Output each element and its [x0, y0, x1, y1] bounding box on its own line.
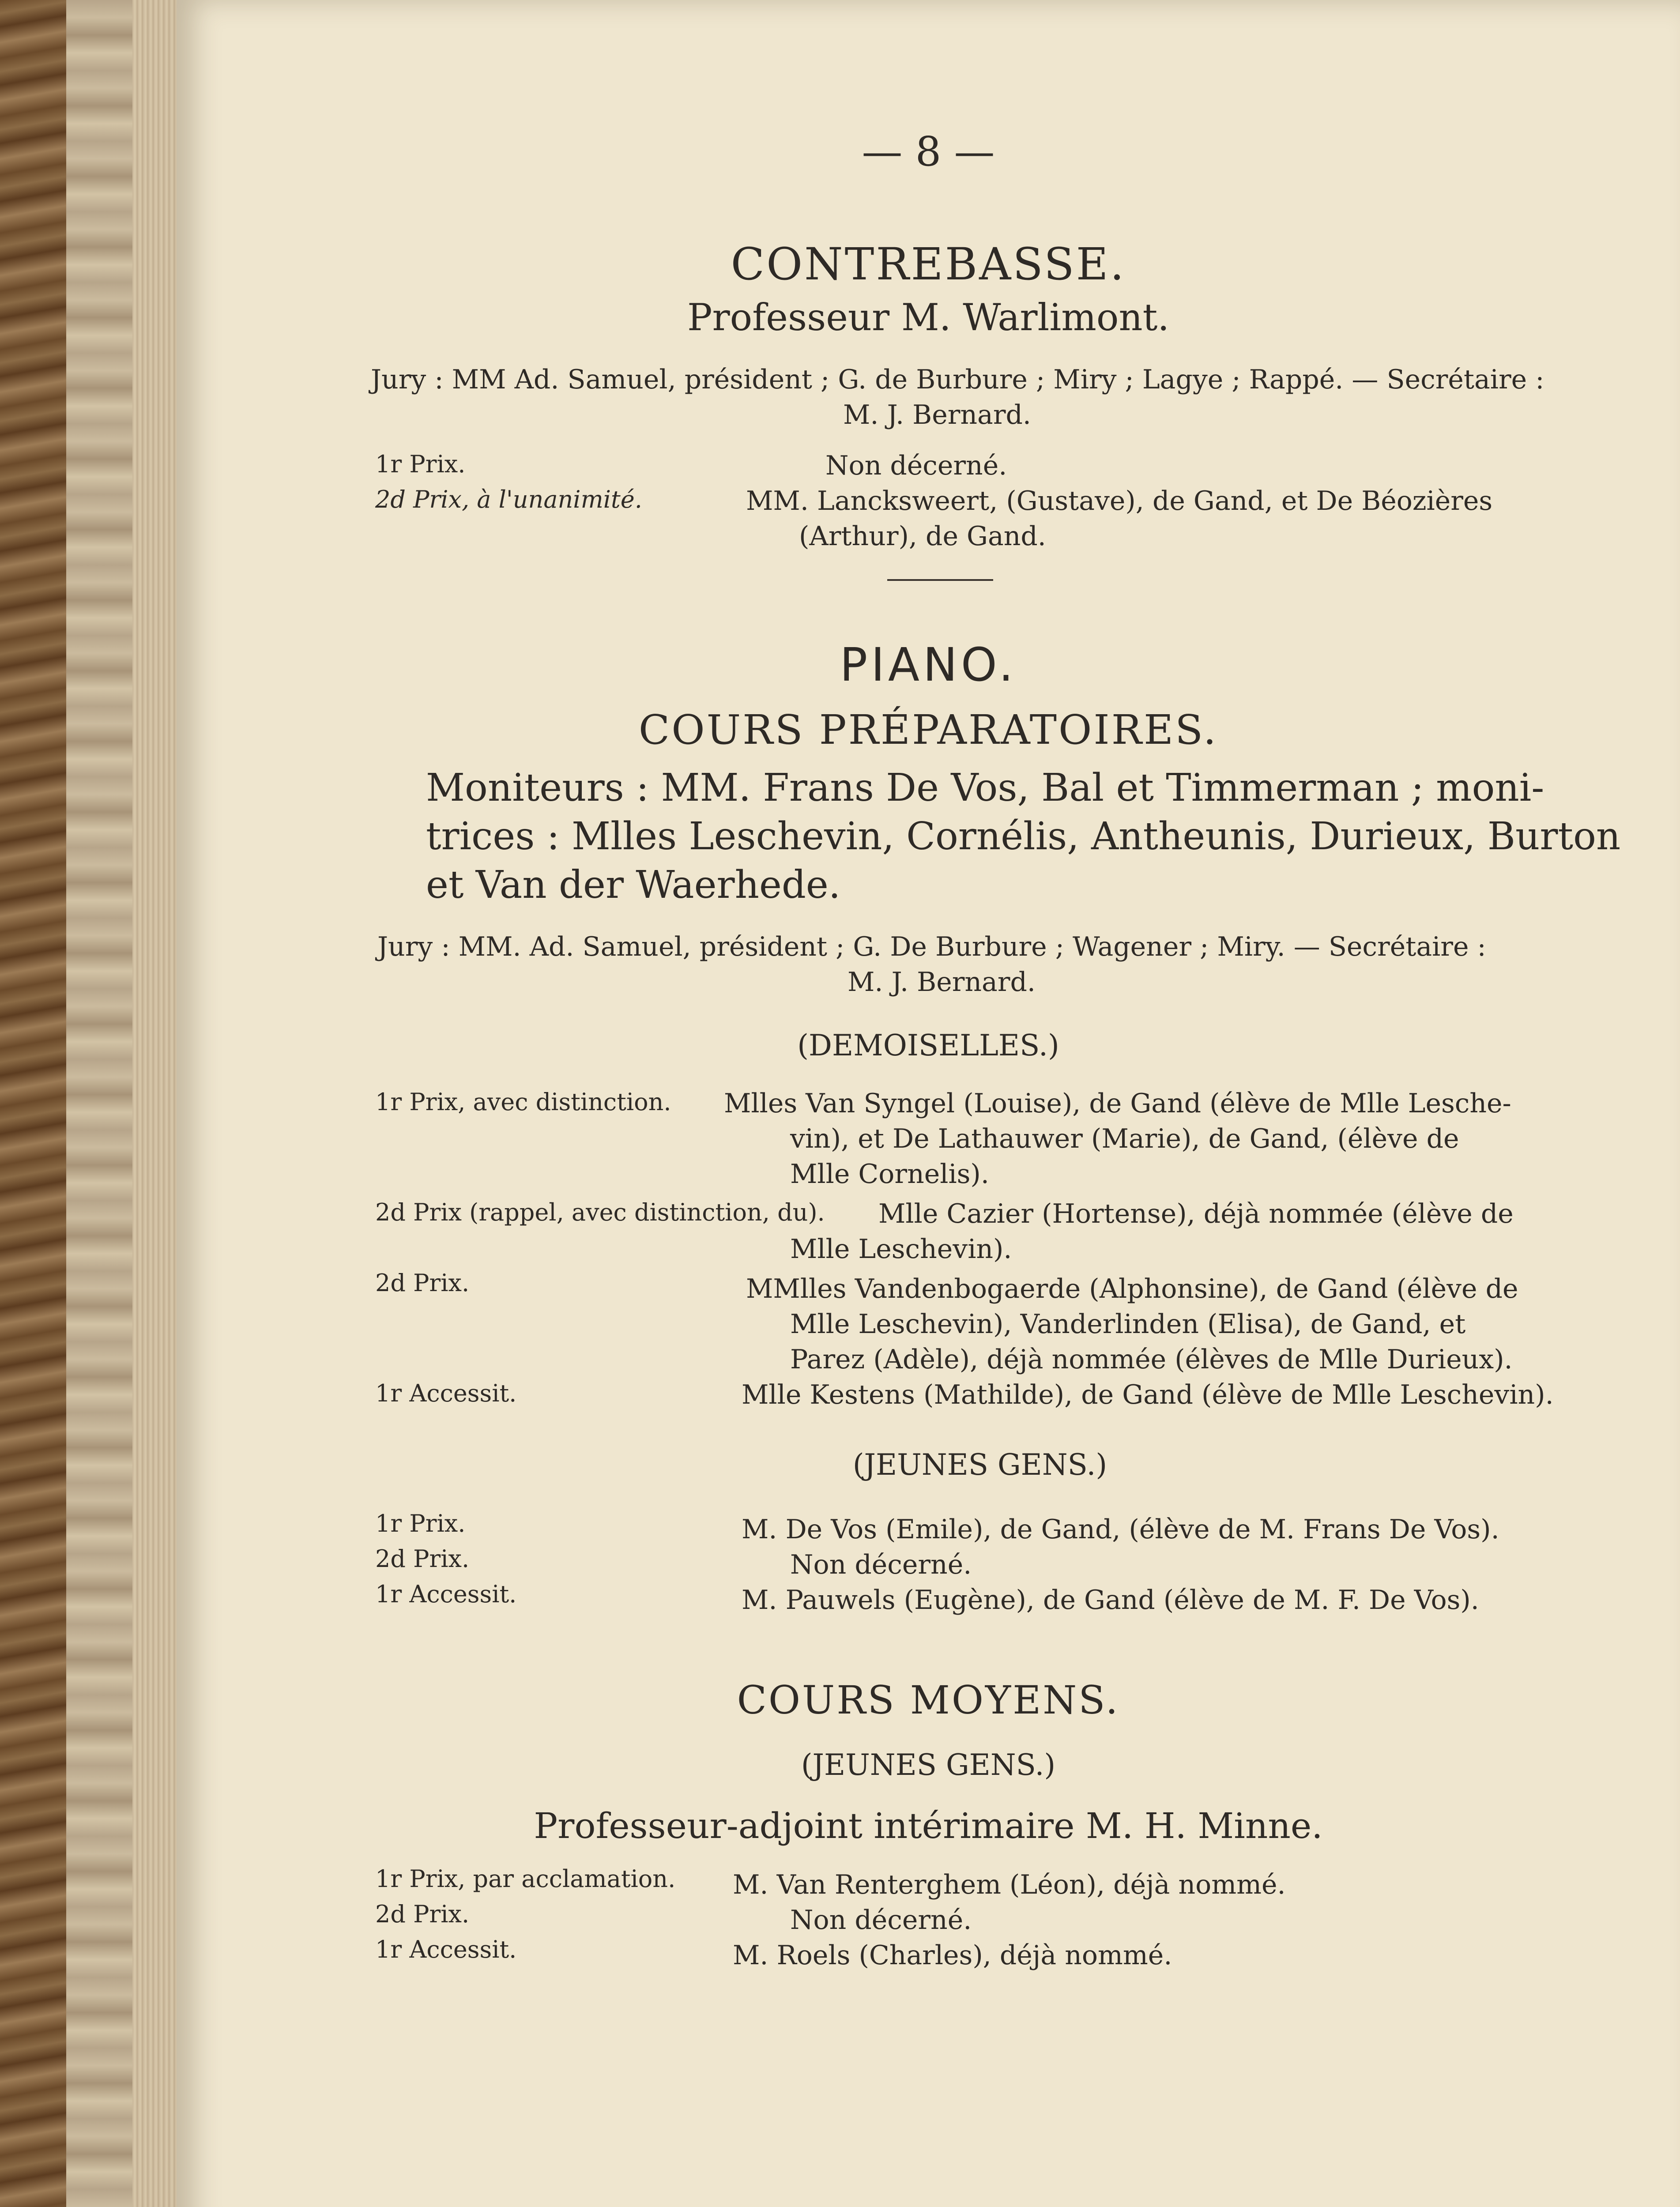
demoiselles-text-2b: Mlle Leschevin). [790, 1234, 1012, 1265]
section-title-piano: PIANO. [840, 638, 1017, 692]
piano-jury-line1: Jury : MM. Ad. Samuel, président ; G. De Burbure ; Wagener ; Miry. — Secrétaire : [377, 931, 1486, 962]
demoiselles-text-1a: Mlles Van Syngel (Louise), de Gand (élève de Mlle Lesche- [724, 1088, 1511, 1119]
cours-moyens-text-2: Non décerné. [790, 1905, 972, 1936]
contrebasse-jury-line2: M. J. Bernard. [843, 399, 1031, 430]
section-title-contrebasse: CONTREBASSE. [731, 238, 1126, 290]
demoiselles-text-4: Mlle Kestens (Mathilde), de Gand (élève de Mlle Leschevin). [742, 1379, 1554, 1410]
demoiselles-text-2a: Mlle Cazier (Hortense), déjà nommée (élève de [878, 1198, 1514, 1229]
piano-jeunes-gens-heading: (JEUNES GENS.) [852, 1448, 1107, 1482]
cours-moyens-professeur: Professeur-adjoint intérimaire M. H. Minne. [534, 1805, 1323, 1846]
cours-moyens-text-3: M. Roels (Charles), déjà nommé. [733, 1940, 1172, 1971]
demoiselles-text-3c: Parez (Adèle), déjà nommée (élèves de Mlle Durieux). [790, 1344, 1513, 1375]
contrebasse-prize-text-1: Non décerné. [825, 450, 1007, 481]
contrebasse-prize-label-1: 1r Prix. [375, 450, 466, 478]
jeunes-gens-text-1: M. De Vos (Emile), de Gand, (élève de M. Frans De Vos). [742, 1514, 1499, 1545]
piano-cours-preparatoires: COURS PRÉPARATOIRES. [638, 706, 1218, 753]
piano-moniteurs-line1: Moniteurs : MM. Frans De Vos, Bal et Timmerman ; moni- [426, 766, 1544, 810]
jeunes-gens-text-2: Non décerné. [790, 1549, 972, 1580]
cours-moyens-text-1: M. Van Renterghem (Léon), déjà nommé. [733, 1869, 1286, 1900]
demoiselles-label-1: 1r Prix, avec distinction. [375, 1088, 671, 1116]
page-number: — 8 — [862, 128, 995, 175]
jeunes-gens-label-2: 2d Prix. [375, 1545, 470, 1573]
contrebasse-prize-text-2b: (Arthur), de Gand. [799, 521, 1046, 552]
section-title-cours-moyens: COURS MOYENS. [737, 1677, 1120, 1723]
cours-moyens-label-2: 2d Prix. [375, 1900, 470, 1928]
demoiselles-label-3: 2d Prix. [375, 1269, 470, 1297]
demoiselles-text-3a: MMlles Vandenbogaerde (Alphonsine), de Gand (élève de [746, 1273, 1518, 1304]
contrebasse-professeur: Professeur M. Warlimont. [687, 296, 1170, 339]
section-divider [887, 579, 993, 581]
piano-moniteurs-line3: et Van der Waerhede. [426, 863, 841, 907]
torn-page-edges [66, 0, 141, 2207]
demoiselles-text-3b: Mlle Leschevin), Vanderlinden (Elisa), de Gand, et [790, 1309, 1466, 1340]
piano-demoiselles-heading: (DEMOISELLES.) [797, 1028, 1059, 1062]
piano-jury-line2: M. J. Bernard. [848, 967, 1036, 998]
piano-moniteurs-line2: trices : Mlles Leschevin, Cornélis, Antheunis, Durieux, Burton [426, 814, 1621, 859]
jeunes-gens-label-3: 1r Accessit. [375, 1580, 517, 1608]
contrebasse-prize-label-2: 2d Prix, à l'unanimité. [375, 486, 642, 513]
cours-moyens-label-3: 1r Accessit. [375, 1936, 517, 1963]
demoiselles-label-4: 1r Accessit. [375, 1379, 517, 1407]
jeunes-gens-label-1: 1r Prix. [375, 1510, 466, 1537]
demoiselles-text-1c: Mlle Cornelis). [790, 1159, 989, 1190]
contrebasse-prize-text-2: MM. Lancksweert, (Gustave), de Gand, et De Béozières [746, 486, 1493, 516]
contrebasse-jury-line1: Jury : MM Ad. Samuel, président ; G. de Burbure ; Miry ; Lagye ; Rappé. — Secrétaire : [371, 364, 1544, 395]
demoiselles-text-1b: vin), et De Lathauwer (Marie), de Gand, (élève de [790, 1123, 1459, 1154]
demoiselles-label-2: 2d Prix (rappel, avec distinction, du). [375, 1198, 825, 1226]
jeunes-gens-text-3: M. Pauwels (Eugène), de Gand (élève de M. F. De Vos). [742, 1585, 1479, 1616]
page-stack-edge [132, 0, 181, 2207]
cours-moyens-label-1: 1r Prix, par acclamation. [375, 1865, 676, 1893]
cours-moyens-heading: (JEUNES GENS.) [801, 1748, 1056, 1782]
